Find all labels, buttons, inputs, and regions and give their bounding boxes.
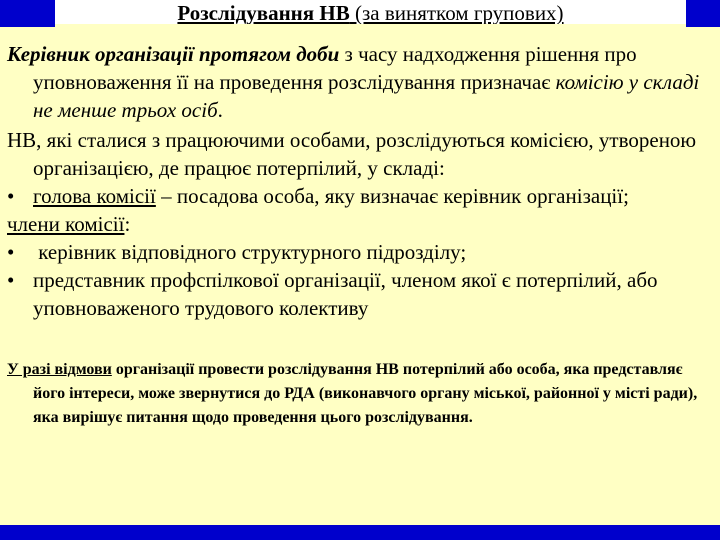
paragraph-head-assigns	[7, 40, 717, 124]
title-rest: (за винятком групових)	[349, 1, 564, 24]
title-bold: Розслідування НВ	[177, 1, 350, 24]
top-left-accent-bar	[0, 0, 55, 27]
slide-title	[55, 0, 686, 24]
member-text: представник профспілкової організації, членом якої є потерпілий, або уповноваженого трудового колективу	[33, 268, 658, 320]
list-item-member	[7, 238, 717, 266]
paragraph1-middle: з часу надходження рішення про уповноваження її на проведення розслідування призначає	[33, 42, 637, 94]
commission-head-term: голова комісії	[33, 184, 156, 208]
paragraph-refusal	[7, 358, 717, 430]
refusal-term: У разі відмови	[7, 361, 112, 378]
members-term: члени комісії	[7, 212, 125, 236]
slide-title-text	[177, 3, 563, 24]
member-text: керівник відповідного структурного підрозділу;	[33, 240, 467, 264]
list-item-member	[7, 266, 717, 322]
bullet-icon: •	[7, 184, 15, 208]
slide-content	[7, 40, 717, 430]
commission-head-desc: – посадова особа, яку визначає керівник організації;	[155, 184, 629, 208]
list-item-commission-head	[7, 182, 717, 210]
paragraph1-lead: Керівник організації протягом доби	[7, 42, 340, 66]
bullet-icon: •	[7, 240, 15, 264]
members-colon: :	[124, 212, 131, 236]
bottom-accent-bar	[0, 525, 720, 540]
paragraph1-end: .	[217, 98, 223, 122]
refusal-text: організації провести розслідування НВ потерпілий або особа, яка представляє його інтереси, може звернутися до РДА (виконавчого органу міської, районної у місті ради), яка вирішує питання щодо проведення цього розслідування.	[33, 361, 698, 426]
bullet-icon: •	[7, 268, 15, 292]
paragraph-commission-composition: НВ, які сталися з працюючими особами, розслідуються комісією, утвореною організацією, де працює потерпілий, у складі:	[7, 128, 697, 180]
members-heading	[7, 210, 717, 238]
top-right-accent-bar	[686, 0, 720, 27]
paragraph1-italic: комісію у складі не менше трьох осіб	[33, 70, 700, 122]
